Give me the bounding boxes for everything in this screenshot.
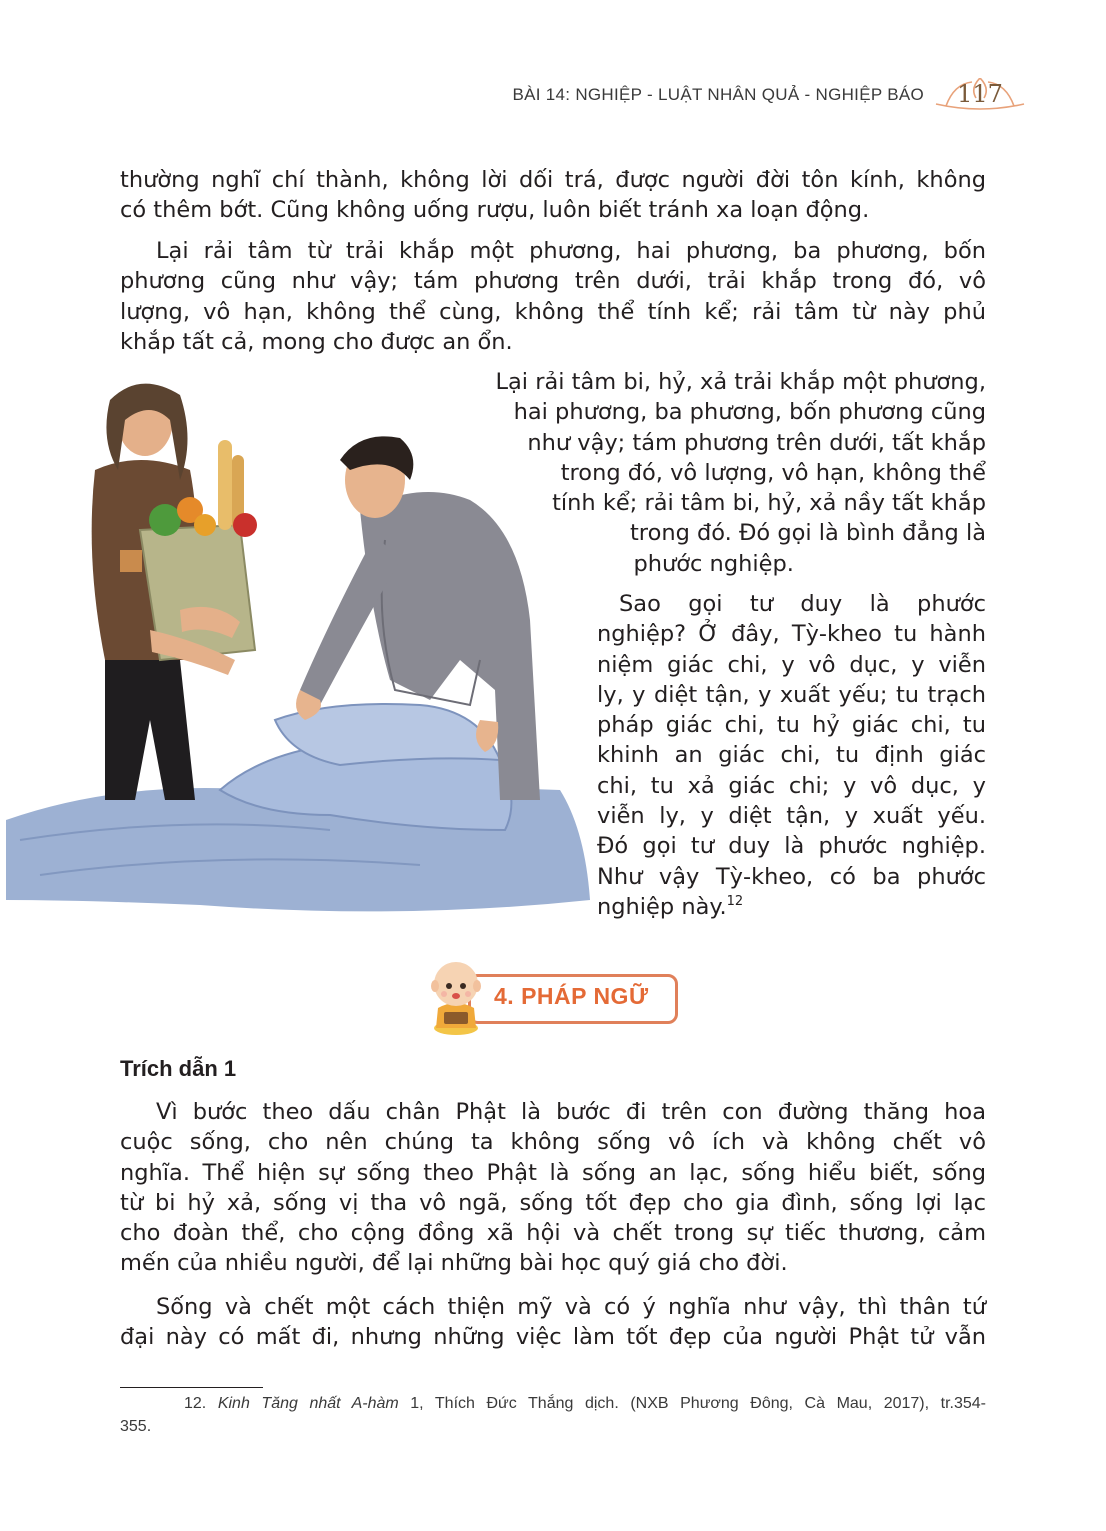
text-line: từ bi hỷ xả, sống vị tha vô ngã, sống tốt đẹp cho gia đình, sống lợi lạc: [120, 1189, 986, 1216]
paragraph-tam-bi: [495, 367, 986, 579]
text-line: trong đó, vô lượng, vô hạn, không thể: [560, 459, 986, 486]
text-line: như vậy; tám phương trên dưới, tất khắp: [527, 429, 986, 456]
footnote-book-title: Kinh Tăng nhất A-hàm: [217, 1395, 399, 1412]
text-line: Sao gọi tư duy là phước: [619, 591, 986, 617]
text-line: lượng, vô hạn, không thể cùng, không thể tính kể; rải tâm từ này phủ: [120, 298, 986, 325]
text-line: niệm giác chi, y vô dục, y viễn: [597, 651, 986, 678]
text-line: mến của nhiều người, để lại những bài học quý giá cho đời.: [120, 1250, 788, 1277]
text-line: khắp tất cả, mong cho được an ổn.: [120, 328, 513, 355]
text-line: chi, tu xả giác chi; y vô dục, y: [597, 772, 986, 799]
text-line: cuộc sống, cho nên chúng ta không sống vô ích và không chết vô: [120, 1129, 986, 1156]
text-line: ly, y diệt tận, y xuất yếu; tu trạch: [597, 681, 986, 708]
footnote-divider: [120, 1387, 263, 1388]
quote-paragraph-1: [120, 1097, 986, 1279]
text-line: nghĩa. Thể hiện sự sống theo Phật là sống an lạc, sống hiểu biết, sống: [120, 1159, 986, 1186]
text-line: viễn ly, y diệt tận, y xuất yếu.: [597, 803, 986, 830]
text-line: nghiệp này.: [597, 893, 727, 920]
footnote-12: [120, 1392, 986, 1438]
intro-paragraph: [120, 165, 986, 226]
text-line-last: [597, 892, 986, 922]
text-line: phước nghiệp.: [633, 550, 794, 577]
subheading: Trích dẫn 1: [120, 1056, 237, 1081]
lotus-page-ornament: [932, 78, 1028, 112]
text-line: hai phương, ba phương, bốn phương cũng: [513, 399, 986, 426]
footnote-text-end: 355.: [120, 1418, 152, 1435]
text-line: tính kể; rải tâm bi, hỷ, xả nầy tất khắp: [552, 490, 986, 517]
section-title: 4. PHÁP NGỮ: [494, 983, 649, 1009]
text-line: Lại rải tâm từ trải khắp một phương, hai phương, ba phương, bốn: [156, 238, 986, 264]
footnote-number: 12.: [184, 1395, 207, 1412]
monk-mascot-icon: [422, 952, 492, 1036]
footnote-ref[interactable]: 12: [726, 893, 744, 909]
page-number: 117: [957, 80, 1003, 108]
text-line: Đó gọi tư duy là phước nghiệp.: [597, 833, 986, 860]
text-line: Lại rải tâm bi, hỷ, xả trải khắp một phương,: [495, 369, 986, 395]
text-line: Sống và chết một cách thiện mỹ và có ý nghĩa như vậy, thì thân tứ: [156, 1294, 986, 1320]
text-line: có thêm bớt. Cũng không uống rượu, luôn biết tránh xa loạn động.: [120, 197, 870, 224]
text-line: Vì bước theo dấu chân Phật là bước đi trên con đường thăng hoa: [156, 1099, 986, 1125]
paragraph-tu-duy: [597, 589, 986, 922]
text-line: khinh an giác chi, tu định giác: [597, 742, 986, 769]
running-header: [512, 78, 1028, 112]
text-line: trong đó. Đó gọi là bình đẳng là: [629, 520, 986, 547]
text-line: Như vậy Tỳ-kheo, có ba phước: [597, 863, 986, 890]
quote-paragraph-2: [120, 1292, 986, 1353]
chapter-title: BÀI 14: NGHIỆP - LUẬT NHÂN QUẢ - NGHIỆP BÁO: [512, 85, 924, 104]
text-line: thường nghĩ chí thành, không lời dối trá, được người đời tôn kính, không: [120, 167, 986, 193]
text-line: pháp giác chi, tu hỷ giác chi, tu: [597, 712, 986, 739]
text-line: nghiệp? Ở đây, Tỳ-kheo tu hành: [597, 621, 986, 648]
section-badge: [422, 952, 684, 1036]
text-line: cho đoàn thể, cho cộng đồng xã hội và chết trong sự tiếc thương, cảm: [120, 1220, 986, 1247]
footnote-text: 1, Thích Đức Thắng dịch. (NXB Phương Đông, Cà Mau, 2017), tr.354-: [398, 1395, 986, 1412]
paragraph-tam-tu: [120, 236, 986, 357]
text-line: đại này có mất đi, nhưng những việc làm tốt đẹp của người Phật tử vẫn: [120, 1324, 986, 1351]
footnote-line: [120, 1392, 986, 1415]
text-line: phương cũng như vậy; tám phương trên dưới, trải khắp trong đó, vô: [120, 268, 986, 295]
